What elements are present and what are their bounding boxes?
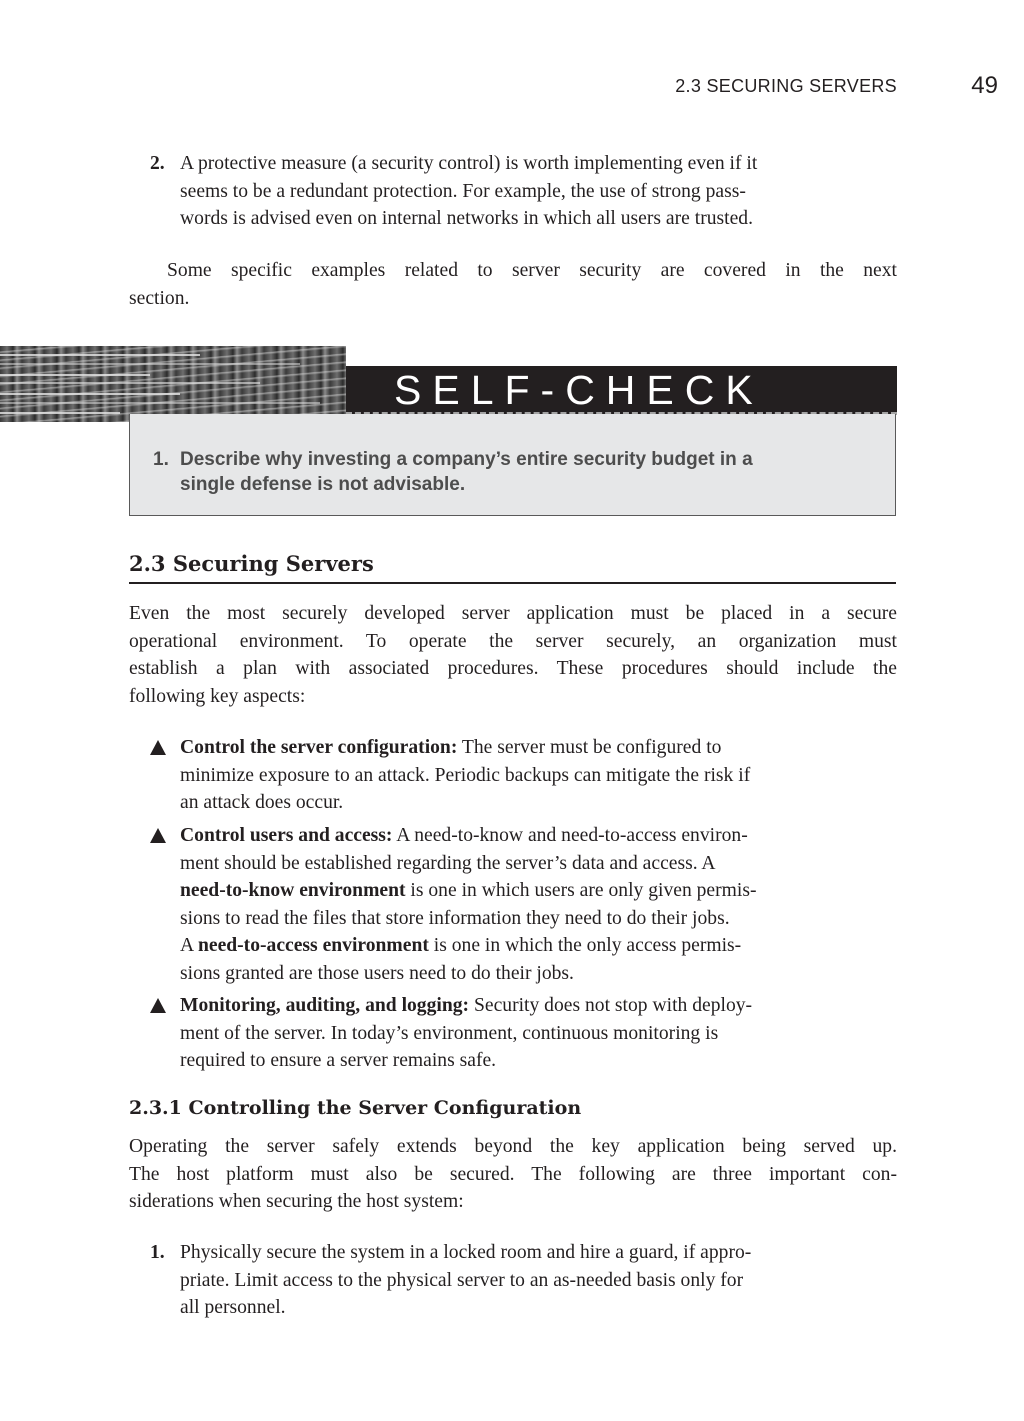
text-line: following key aspects: — [129, 685, 306, 707]
text-line: section. — [129, 287, 190, 309]
text-line: an attack does occur. — [180, 792, 344, 814]
text-line: Describe why investing a company’s entire security budget in a — [180, 449, 753, 470]
text-line: The host platform must also be secured. The following are three important con- — [129, 1163, 897, 1185]
bullet-text-span: The server must be configured to — [457, 737, 722, 758]
text-line: single defense is not advisable. — [180, 474, 466, 495]
numbered-list-item — [150, 1239, 895, 1325]
triangle-bullet-icon — [150, 998, 166, 1013]
bullet-text-span: is one in which users are only given permis- — [405, 880, 757, 902]
list-number: 1. — [150, 1242, 165, 1263]
bullet-text — [180, 992, 896, 1075]
bullet-text-span: is one in which the only access permis- — [428, 935, 742, 957]
triangle-bullet-icon — [150, 740, 166, 755]
defined-term: need-to-know environment — [180, 880, 406, 902]
running-head: 2.3 SECURING SERVERS — [675, 76, 897, 96]
subsection-heading: 2.3.1 Controlling the Server Configuration — [129, 1097, 582, 1119]
defined-term: need-to-access environment — [197, 935, 429, 957]
page-number: 49 — [971, 72, 998, 99]
section-paragraph — [129, 600, 897, 710]
text-line: minimize exposure to an attack. Periodic backups can mitigate the risk if — [180, 764, 751, 786]
text-line — [180, 992, 896, 1020]
intro-list-item — [150, 150, 890, 236]
text-line: Physically secure the system in a locked room and hire a guard, if appro- — [180, 1242, 752, 1263]
text-line: all personnel. — [180, 1297, 286, 1319]
text-line: words is advised even on internal networks in which all users are trusted. — [180, 208, 753, 230]
bullet-term: Control users and access: — [180, 825, 393, 846]
bullet-text-span: Security does not stop with deploy- — [469, 995, 753, 1016]
text-line: Operating the server safely extends beyond the key application being served up. — [129, 1136, 897, 1157]
question-number: 1. — [153, 449, 169, 470]
list-number: 2. — [150, 153, 165, 174]
text-line: siderations when securing the host system: — [129, 1191, 464, 1213]
text-line: Even the most securely developed server application must be placed in a secure — [129, 603, 897, 624]
intro-paragraph — [129, 257, 897, 312]
text-line — [180, 877, 896, 905]
self-check-banner-image — [0, 346, 346, 422]
text-line: ment should be established regarding the server’s data and access. A — [180, 852, 716, 874]
triangle-bullet-icon — [150, 828, 166, 843]
bullet-text — [180, 822, 896, 988]
text-line: ment of the server. In today’s environment, continuous monitoring is — [180, 1022, 719, 1044]
list-item-text — [180, 150, 890, 233]
list-item-text — [180, 1239, 895, 1322]
bullet-term: Monitoring, auditing, and logging: — [180, 995, 470, 1016]
text-line: A protective measure (a security control) is worth implementing even if it — [180, 153, 758, 174]
question-text — [180, 447, 840, 497]
bullet-term: Control the server configuration: — [180, 737, 458, 758]
text-line: priate. Limit access to the physical server to an as-needed basis only for — [180, 1269, 744, 1291]
text-line: seems to be a redundant protection. For example, the use of strong pass- — [180, 180, 746, 202]
text-line: sions to read the files that store information they need to do their jobs. — [180, 907, 730, 929]
bullet-text — [180, 734, 896, 817]
text-line: establish a plan with associated procedures. These procedures should include the — [129, 658, 897, 680]
text-line: operational environment. To operate the server securely, an organization must — [129, 630, 897, 652]
text-line — [180, 822, 896, 850]
bullet-text-span: A — [180, 935, 198, 957]
text-line: Some specific examples related to server security are covered in the next — [167, 260, 897, 281]
text-line — [180, 932, 896, 960]
bullet-text-span: A need-to-know and need-to-access environ- — [392, 825, 748, 846]
text-line: required to ensure a server remains safe. — [180, 1050, 497, 1072]
subsection-paragraph — [129, 1133, 897, 1216]
section-heading: 2.3 Securing Servers — [129, 551, 896, 584]
self-check-title: SELF-CHECK — [394, 367, 764, 413]
text-line — [180, 734, 896, 762]
text-line: sions granted are those users need to do their jobs. — [180, 962, 574, 984]
